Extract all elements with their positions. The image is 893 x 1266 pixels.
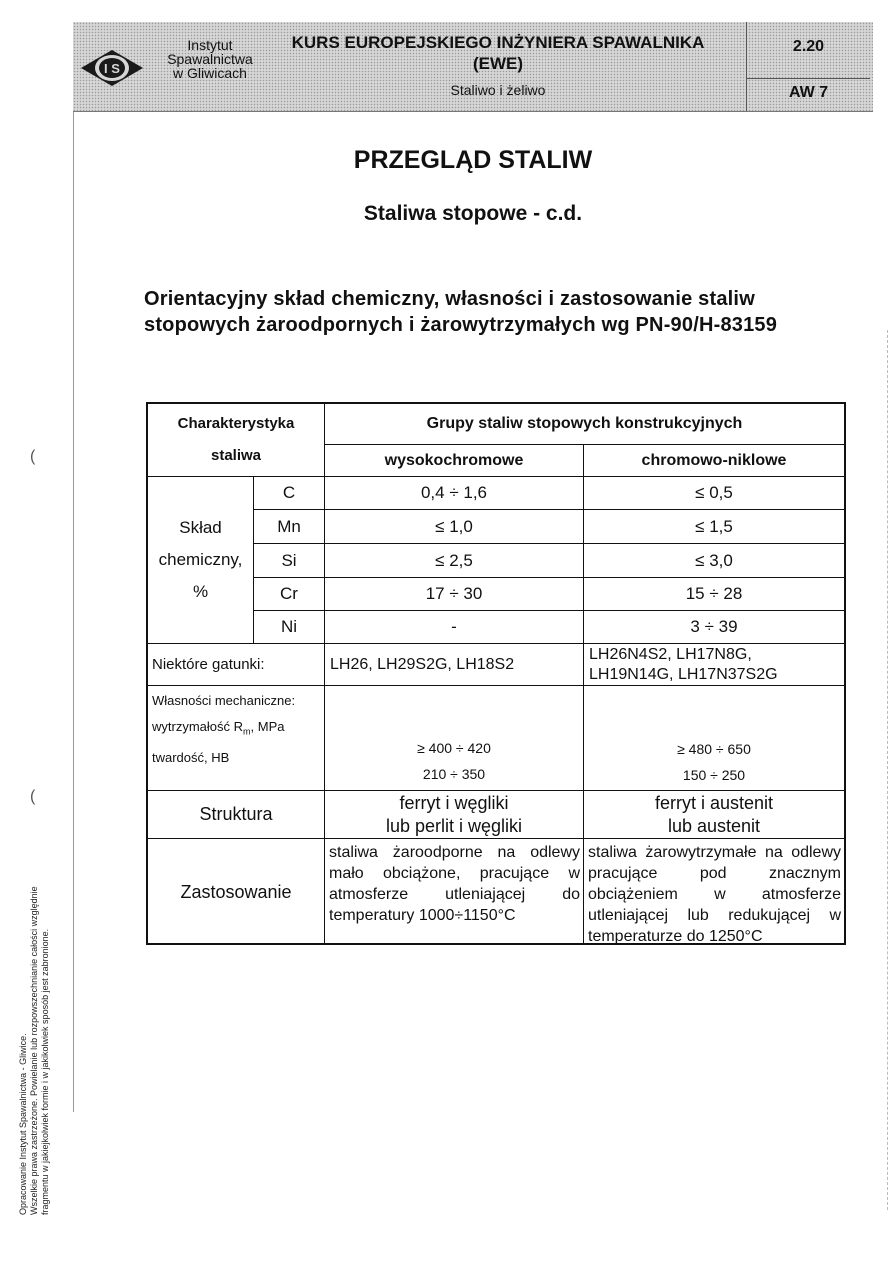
course-title-line: KURS EUROPEJSKIEGO INŻYNIERA SPAWALNIKA [291,33,705,52]
composition-value: ≤ 3,0 [695,550,733,570]
sheet-code: AW 7 [788,84,829,101]
page-subtitle: Staliwa stopowe - c.d. [363,202,583,225]
institute-line: Instytut [187,37,233,53]
grades-chromium-nickel [584,644,844,685]
usage-high-chromium: staliwa żaroodporne na odlewy mało obciążone, pracujące w atmosferze utleniającej do temperatury 1000÷1150°C [329,844,580,924]
tensile-strength-label: wytrzymałość $R_m$, MPa [152,719,285,737]
institute-logo [79,48,145,88]
course-title-line: (EWE) [472,54,524,73]
structure-line: lub austenit [667,815,761,836]
composition-value: ≤ 1,0 [435,516,473,536]
page-header [73,22,873,112]
header-line: staliwa [210,447,262,464]
header-line: Charakterystyka [177,415,295,432]
hardness-chromium-nickel: 150 ÷ 250 [682,767,746,783]
composition-value: 3 ÷ 39 [690,617,738,636]
element-symbol: Mn [277,516,301,536]
steel-properties-table [146,402,846,945]
composition-label-line: % [192,582,209,601]
section-code: 2.20 [792,38,825,55]
grades-label: Niektóre gatunki: [152,656,265,673]
composition-value: ≤ 1,5 [695,516,733,536]
course-subject: Staliwo i żeliwo [450,82,546,98]
hardness-high-chromium: 210 ÷ 350 [422,766,486,782]
composition-value: 15 ÷ 28 [685,584,743,603]
page-title: PRZEGLĄD STALIW [353,146,593,174]
grades-line: LH26N4S2, LH17N8G, [589,645,752,663]
composition-value: 17 ÷ 30 [425,584,483,603]
structure-label: Struktura [199,804,273,824]
composition-label-line: chemiczny, [158,550,243,569]
column-header-chromium-nickel: chromowo-niklowe [641,451,787,469]
composition-value: ≤ 0,5 [695,483,733,502]
composition-value: 0,4 ÷ 1,6 [420,483,488,502]
structure-high-chromium [325,791,583,838]
mechanical-label [152,688,324,771]
hardness-label: twardość, HB [152,749,230,765]
composition-label [148,477,253,643]
structure-line: ferryt i austenit [654,792,774,813]
page-code-box [746,22,870,111]
grades-high-chromium: LH26, LH29S2G, LH18S2 [330,655,515,673]
element-symbol: Ni [280,617,298,636]
edge-rule [887,330,888,1210]
usage-label: Zastosowanie [180,881,292,902]
tensile-chromium-nickel: ≥ 480 ÷ 650 [677,741,751,757]
margin-rule [73,112,74,1112]
element-symbol: Cr [280,584,298,603]
structure-chromium-nickel [584,791,844,838]
copyright-note [18,886,51,1215]
usage-chromium-nickel: staliwa żarowytrzymałe na odlewy pracujące pod znacznym obciążeniem w atmosferze utleniającej lub redukującej w temperaturze do 1250°C [588,844,841,945]
grades-line: LH19N14G, LH17N37S2G [589,665,778,683]
element-symbol: C [282,483,296,502]
institute-line: Spawalnictwa [167,51,253,67]
course-title [278,32,718,74]
group-header: Grupy staliw stopowych konstrukcyjnych [426,415,743,432]
composition-value: ≤ 2,5 [435,550,473,570]
copyright-line: Opracowanie Instytut Spawalnictwa - Gliwice. [18,1033,28,1215]
element-symbol: Si [281,550,297,570]
tensile-high-chromium: ≥ 400 ÷ 420 [417,740,491,756]
characteristic-header [148,404,324,476]
structure-line: lub perlit i węgliki [385,815,523,836]
grid-line [148,685,844,686]
code-divider [747,78,870,79]
copyright-line: fragmentu w jakiejkolwiek formie i w jakikolwiek sposób jest zabronione. [40,928,50,1215]
institute-line: w Gliwicach [173,65,247,81]
punch-mark: ( [30,788,36,805]
logo-lettering: I S [104,61,120,76]
copyright-line: Wszelkie prawa zastrzeżone. Powielanie lub rozpowszechnianie całości względnie [29,886,39,1215]
composition-value: - [451,617,457,636]
structure-line: ferryt i węgliki [399,792,509,813]
composition-label-line: Skład [179,518,222,537]
intro-heading: Orientacyjny skład chemiczny, własności i zastosowanie staliw stopowych żaroodpornych i żarowytrzymałych wg PN-90/H-83159 [144,288,778,336]
institute-name [155,38,265,80]
punch-mark: ( [30,448,36,465]
column-header-high-chromium: wysokochromowe [384,451,524,469]
mechanical-heading: Własności mechaniczne: [152,693,296,708]
